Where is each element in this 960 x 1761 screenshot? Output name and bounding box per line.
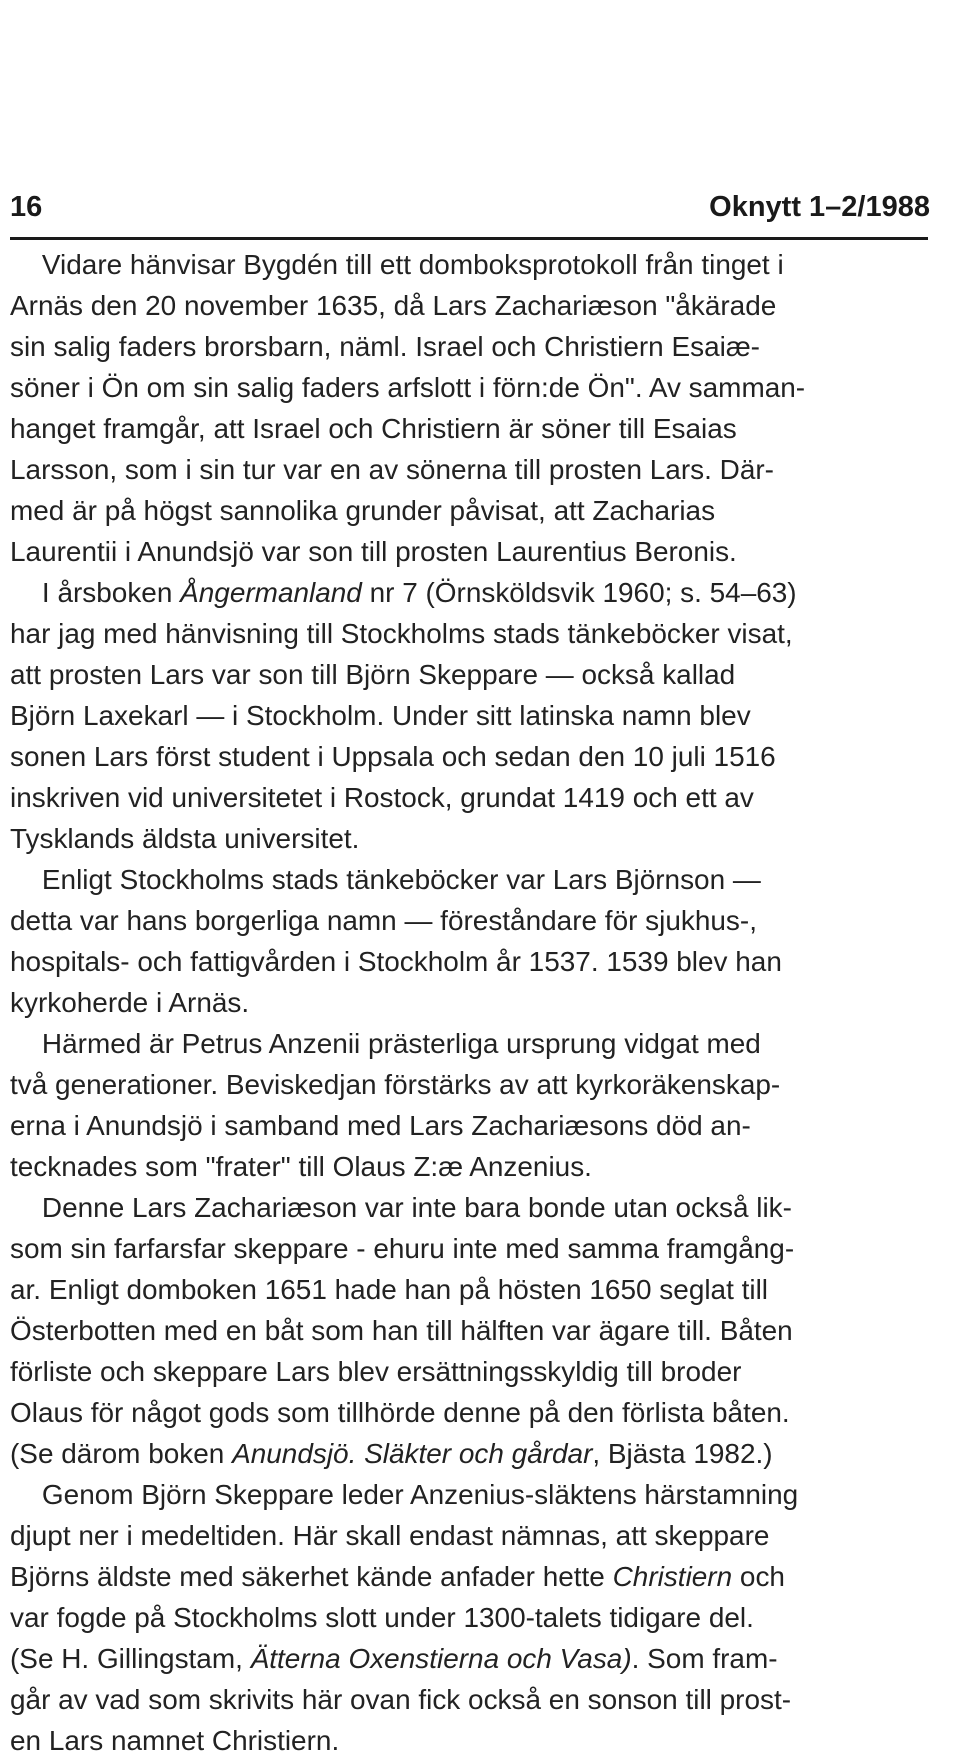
text-line xyxy=(10,1023,928,1064)
line-text: och xyxy=(732,1561,785,1592)
text-line xyxy=(10,900,928,941)
text-line xyxy=(10,572,928,613)
text-line xyxy=(10,613,928,654)
line-text: en Lars namnet Christiern. xyxy=(10,1725,340,1756)
line-text: Björn Laxekarl — i Stockholm. Under sitt latinska namn blev xyxy=(10,700,751,731)
line-text: djupt ner i medeltiden. Här skall endast nämnas, att skeppare xyxy=(10,1520,770,1551)
line-text: (Se H. Gillingstam, xyxy=(10,1643,251,1674)
line-text: Vidare hänvisar Bygdén till ett domboksprotokoll från tinget i xyxy=(41,249,784,280)
line-text: att prosten Lars var son till Björn Skeppare — också kallad xyxy=(10,659,736,690)
journal-title: Oknytt 1–2/1988 xyxy=(709,191,930,223)
line-text: , Bjästa 1982.) xyxy=(592,1438,773,1469)
text-line xyxy=(10,818,928,859)
text-line xyxy=(10,1105,928,1146)
text-line xyxy=(10,1474,928,1515)
line-text: . Som fram- xyxy=(631,1643,778,1674)
text-line xyxy=(10,1392,928,1433)
italic-title-text: Anundsjö. Släkter och gårdar xyxy=(232,1438,593,1469)
line-text: förliste och skeppare Lars blev ersättningsskyldig till broder xyxy=(10,1356,742,1387)
line-text: inskriven vid universitetet i Rostock, grundat 1419 och ett av xyxy=(10,782,754,813)
line-text: Laurentii i Anundsjö var son till prosten Laurentius Beronis. xyxy=(10,536,737,567)
text-line xyxy=(10,1433,928,1474)
text-line xyxy=(10,1310,928,1351)
line-text: ar. Enligt domboken 1651 hade han på hösten 1650 seglat till xyxy=(10,1274,769,1305)
line-text: I årsboken xyxy=(41,577,181,608)
line-text: sin salig faders brorsbarn, näml. Israel och Christiern Esaiæ- xyxy=(10,331,760,362)
line-text: detta var hans borgerliga namn — föreståndare för sjukhus-, xyxy=(10,905,757,936)
italic-title-text: Christiern xyxy=(612,1561,733,1592)
text-line xyxy=(10,1269,928,1310)
text-line xyxy=(10,1187,928,1228)
text-line xyxy=(10,1515,928,1556)
line-text: nr 7 (Örnsköldsvik 1960; s. 54–63) xyxy=(361,577,797,608)
text-line xyxy=(10,1351,928,1392)
line-text: tecknades som "frater" till Olaus Z:æ Anzenius. xyxy=(10,1151,592,1182)
line-text: Härmed är Petrus Anzenii prästerliga ursprung vidgat med xyxy=(41,1028,761,1059)
text-line xyxy=(10,982,928,1023)
text-line xyxy=(10,244,928,285)
line-text: som sin farfarsfar skeppare - ehuru inte med samma framgång- xyxy=(10,1233,795,1264)
line-text: Genom Björn Skeppare leder Anzenius-släktens härstamning xyxy=(41,1479,799,1510)
line-text: kyrkoherde i Arnäs. xyxy=(10,987,250,1018)
line-text: Björns äldste med säkerhet kände anfader hette xyxy=(10,1561,613,1592)
header-rule xyxy=(10,237,928,240)
text-line xyxy=(10,1228,928,1269)
text-line xyxy=(10,490,928,531)
text-line xyxy=(10,408,928,449)
line-text: Enligt Stockholms stads tänkeböcker var Lars Björnson — xyxy=(41,864,761,895)
text-line xyxy=(10,1064,928,1105)
text-line xyxy=(10,1556,928,1597)
text-line xyxy=(10,736,928,777)
text-line xyxy=(10,1679,928,1720)
text-line xyxy=(10,1146,928,1187)
line-text: Arnäs den 20 november 1635, då Lars Zachariæson "åkärade xyxy=(10,290,777,321)
line-text: (Se därom boken xyxy=(10,1438,233,1469)
page-number: 16 xyxy=(10,191,43,223)
text-line xyxy=(10,367,928,408)
text-line xyxy=(10,1638,928,1679)
text-line xyxy=(10,326,928,367)
line-text: hanget framgår, att Israel och Christiern är söner till Esaias xyxy=(10,413,737,444)
text-line xyxy=(10,1597,928,1638)
text-line xyxy=(10,695,928,736)
text-line xyxy=(10,285,928,326)
line-text: hospitals- och fattigvården i Stockholm år 1537. 1539 blev han xyxy=(10,946,782,977)
italic-title-text: Ångermanland xyxy=(180,577,362,608)
line-text: Larsson, som i sin tur var en av sönerna till prosten Lars. Där- xyxy=(10,454,774,485)
text-line xyxy=(10,941,928,982)
line-text: går av vad som skrivits här ovan fick också en sonson till prost- xyxy=(10,1684,792,1715)
line-text: erna i Anundsjö i samband med Lars Zachariæsons död an- xyxy=(10,1110,751,1141)
text-line xyxy=(10,531,928,572)
line-text: Olaus för något gods som tillhörde denne på den förlista båten. xyxy=(10,1397,790,1428)
line-text: har jag med hänvisning till Stockholms stads tänkeböcker visat, xyxy=(10,618,793,649)
line-text: söner i Ön om sin salig faders arfslott i förn:de Ön". Av samman- xyxy=(10,372,806,403)
line-text: Österbotten med en båt som han till hälften var ägare till. Båten xyxy=(10,1315,793,1346)
text-line xyxy=(10,1720,928,1761)
page-header xyxy=(10,190,930,230)
text-line xyxy=(10,859,928,900)
line-text: Tysklands äldsta universitet. xyxy=(10,823,360,854)
text-line xyxy=(10,777,928,818)
article-body xyxy=(10,244,930,1761)
line-text: var fogde på Stockholms slott under 1300-talets tidigare del. xyxy=(10,1602,754,1633)
line-text: två generationer. Beviskedjan förstärks av att kyrkoräkenskap- xyxy=(10,1069,781,1100)
line-text: sonen Lars först student i Uppsala och sedan den 10 juli 1516 xyxy=(10,741,776,772)
italic-title-text: Ätterna Oxenstierna och Vasa) xyxy=(250,1643,632,1674)
text-line xyxy=(10,654,928,695)
line-text: med är på högst sannolika grunder påvisat, att Zacharias xyxy=(10,495,716,526)
line-text: Denne Lars Zachariæson var inte bara bonde utan också lik- xyxy=(41,1192,792,1223)
text-line xyxy=(10,449,928,490)
